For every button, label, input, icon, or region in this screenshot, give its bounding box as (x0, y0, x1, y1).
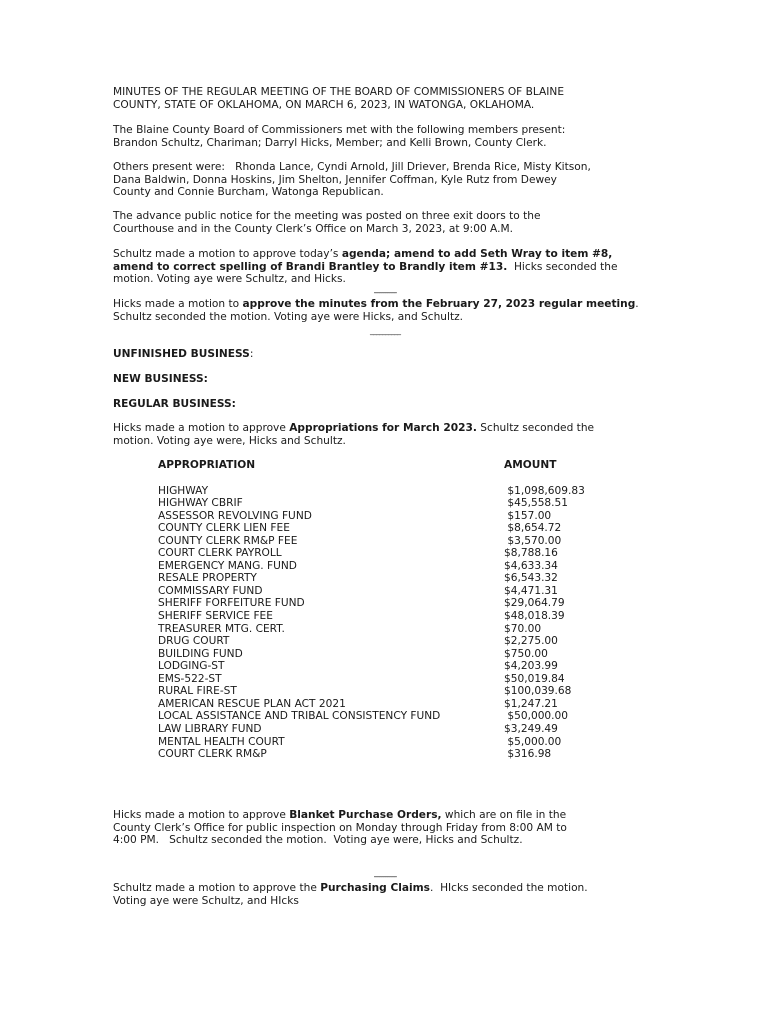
appropriation-column-header: APPROPRIATION (158, 459, 256, 471)
text-span: Hicks made a motion to approve (113, 809, 290, 821)
paragraph-line: 4:00 PM. Schultz seconded the motion. Voting aye were, Hicks and Schultz. (113, 834, 523, 847)
appropriation-name: TREASURER MTG. CERT. (158, 622, 285, 635)
text-span: Hicks made a motion to (113, 298, 243, 310)
agenda-motion-paragraph (113, 248, 658, 286)
paragraph-line (113, 261, 658, 274)
appropriation-amount: $29,064.79 (504, 597, 565, 610)
text-span: Schultz seconded the (476, 422, 595, 434)
bold-text: agenda; amend to add Seth Wray to item #8, (341, 248, 613, 260)
table-row (158, 648, 598, 661)
appropriation-name: HIGHWAY CBRIF (158, 497, 243, 510)
appropriation-amount: $100,039.68 (504, 685, 572, 698)
appropriation-name: RURAL FIRE-ST (158, 685, 237, 698)
paragraph-line: Dana Baldwin, Donna Hoskins, Jim Shelton, Jennifer Coffman, Kyle Rutz from Dewey (113, 173, 557, 186)
appropriation-name: HIGHWAY (158, 484, 209, 497)
paragraph-line: motion. Voting aye were Schultz, and Hicks. (113, 273, 346, 286)
appropriation-name: AMERICAN RESCUE PLAN ACT 2021 (158, 697, 346, 710)
regular-business-heading (113, 398, 658, 411)
others-present-paragraph (113, 161, 658, 199)
paragraph-line (113, 298, 658, 311)
appropriation-amount: $4,203.99 (504, 660, 558, 673)
table-row (158, 623, 598, 636)
text-span: . (635, 298, 639, 310)
appropriation-amount: $50,019.84 (504, 672, 565, 685)
appropriation-amount: $70.00 (504, 622, 542, 635)
appropriation-name: LOCAL ASSISTANCE AND TRIBAL CONSISTENCY FUND (158, 710, 441, 723)
appropriation-name: EMS-522-ST (158, 672, 222, 685)
table-row (158, 535, 598, 548)
members-present-paragraph (113, 124, 658, 149)
appropriation-amount: $157.00 (504, 509, 552, 522)
appropriation-name: SHERIFF FORFEITURE FUND (158, 597, 305, 610)
appropriation-name: COUNTY CLERK RM&P FEE (158, 534, 298, 547)
text-span: Schultz made a motion to approve the (113, 882, 321, 894)
new-business-heading (113, 373, 658, 386)
text-span: . HIcks seconded the motion. (429, 882, 588, 894)
paragraph-line: County Clerk’s Office for public inspection on Monday through Friday from 8:00 AM to (113, 821, 567, 834)
paragraph-line: Voting aye were Schultz, and HIcks (113, 894, 299, 907)
appropriation-amount: $4,471.31 (504, 584, 558, 597)
table-row (158, 698, 598, 711)
paragraph-line: Brandon Schultz, Chariman; Darryl Hicks, Member; and Kelli Brown, County Clerk. (113, 136, 547, 149)
minutes-title (113, 86, 658, 111)
appropriation-name: ASSESSOR REVOLVING FUND (158, 509, 312, 522)
heading-text: REGULAR BUSINESS: (113, 398, 236, 410)
appropriation-name: MENTAL HEALTH COURT (158, 735, 285, 748)
table-row (158, 673, 598, 686)
appropriation-name: RESALE PROPERTY (158, 572, 257, 585)
separator: ------------ (373, 872, 397, 881)
appropriation-amount: $1,098,609.83 (504, 484, 585, 497)
table-row (158, 736, 598, 749)
text-span: Hicks seconded the (507, 260, 618, 273)
appropriation-amount: $8,788.16 (504, 547, 558, 560)
blanket-po-paragraph (113, 809, 658, 847)
minutes-approval-paragraph (113, 298, 658, 323)
bold-text: approve the minutes from the February 27, 2023 regular meeting (242, 298, 636, 310)
appropriation-amount: $48,018.39 (504, 610, 565, 622)
table-row (158, 723, 598, 736)
table-row (158, 597, 598, 610)
appropriation-name: LODGING-ST (158, 660, 225, 673)
appropriation-amount: $2,275.00 (504, 635, 558, 648)
table-row (158, 522, 598, 535)
minutes-title-line: MINUTES OF THE REGULAR MEETING OF THE BOARD OF COMMISSIONERS OF BLAINE (113, 86, 565, 98)
text-span: which are on file in the (441, 809, 567, 821)
paragraph-line: The advance public notice for the meeting was posted on three exit doors to the (113, 210, 541, 222)
heading-text: UNFINISHED BUSINESS (113, 348, 250, 360)
table-row (158, 610, 598, 623)
appropriation-amount: $750.00 (504, 647, 548, 660)
appropriation-name: DRUG COURT (158, 635, 230, 648)
appropriation-amount: $5,000.00 (504, 735, 562, 748)
paragraph-line (113, 248, 658, 261)
paragraph-line (113, 882, 658, 895)
paragraph-line: The Blaine County Board of Commissioners met with the following members present: (113, 124, 566, 136)
appropriation-name: SHERIFF SERVICE FEE (158, 610, 273, 622)
purchasing-claims-paragraph (113, 882, 658, 907)
table-row (158, 585, 598, 598)
text-span: Hicks made a motion to approve (113, 422, 290, 434)
appropriation-amount: $3,570.00 (504, 534, 562, 547)
minutes-title-line: COUNTY, STATE OF OKLAHOMA, ON MARCH 6, 2023, IN WATONGA, OKLAHOMA. (113, 98, 535, 111)
table-row (158, 710, 598, 723)
paragraph-line (113, 422, 658, 435)
appropriation-amount: $6,543.32 (504, 572, 558, 585)
table-row (158, 685, 598, 698)
paragraph-line: County and Connie Burcham, Watonga Republican. (113, 186, 384, 199)
table-row (158, 560, 598, 573)
table-row (158, 485, 598, 498)
appropriation-amount: $4,633.34 (504, 559, 558, 572)
table-row (158, 748, 598, 761)
heading-text: NEW BUSINESS: (113, 373, 208, 385)
bold-text: amend to correct spelling of Brandi Brantley to Brandly item #13. (113, 260, 508, 273)
appropriation-name: COUNTY CLERK LIEN FEE (158, 522, 290, 535)
appropriation-name: COMMISSARY FUND (158, 584, 263, 597)
table-row (158, 635, 598, 648)
appropriation-amount: $50,000.00 (504, 710, 569, 723)
bold-text: Purchasing Claims (320, 882, 430, 894)
amount-column-header: AMOUNT (504, 459, 557, 471)
appropriation-name: LAW LIBRARY FUND (158, 722, 262, 735)
table-row (158, 497, 598, 510)
paragraph-line: motion. Voting aye were, Hicks and Schultz. (113, 434, 346, 447)
text-span: Schultz made a motion to approve today’s (113, 248, 342, 260)
table-row (158, 547, 598, 560)
table-row (158, 660, 598, 673)
paragraph-line: Schultz seconded the motion. Voting aye were Hicks, and Schultz. (113, 310, 464, 323)
appropriation-name: COURT CLERK PAYROLL (158, 547, 282, 560)
paragraph-line: Others present were: Rhonda Lance, Cyndi Arnold, Jill Driever, Brenda Rice, Misty Kitson, (113, 161, 591, 173)
appropriation-name: COURT CLERK RM&P (158, 748, 267, 761)
heading-colon: : (249, 348, 254, 360)
public-notice-paragraph (113, 210, 658, 235)
paragraph-line (113, 809, 658, 822)
appropriation-name: BUILDING FUND (158, 647, 243, 660)
appropriation-amount: $8,654.72 (504, 522, 562, 535)
appropriation-amount: $45,558.51 (504, 497, 569, 510)
table-row (158, 510, 598, 523)
appropriation-amount: $316.98 (504, 748, 552, 761)
unfinished-business-heading (113, 348, 658, 361)
separator: __________ (370, 326, 400, 335)
table-row (158, 572, 598, 585)
appropriation-amount: $1,247.21 (504, 697, 558, 710)
bold-text: Appropriations for March 2023. (289, 422, 477, 434)
appropriations-motion-paragraph (113, 422, 658, 447)
bold-text: Blanket Purchase Orders, (289, 809, 442, 821)
appropriation-name: EMERGENCY MANG. FUND (158, 559, 297, 572)
appropriation-amount: $3,249.49 (504, 722, 558, 735)
paragraph-line: Courthouse and in the County Clerk’s Office on March 3, 2023, at 9:00 A.M. (113, 222, 513, 235)
separator: ------------ (373, 288, 397, 297)
